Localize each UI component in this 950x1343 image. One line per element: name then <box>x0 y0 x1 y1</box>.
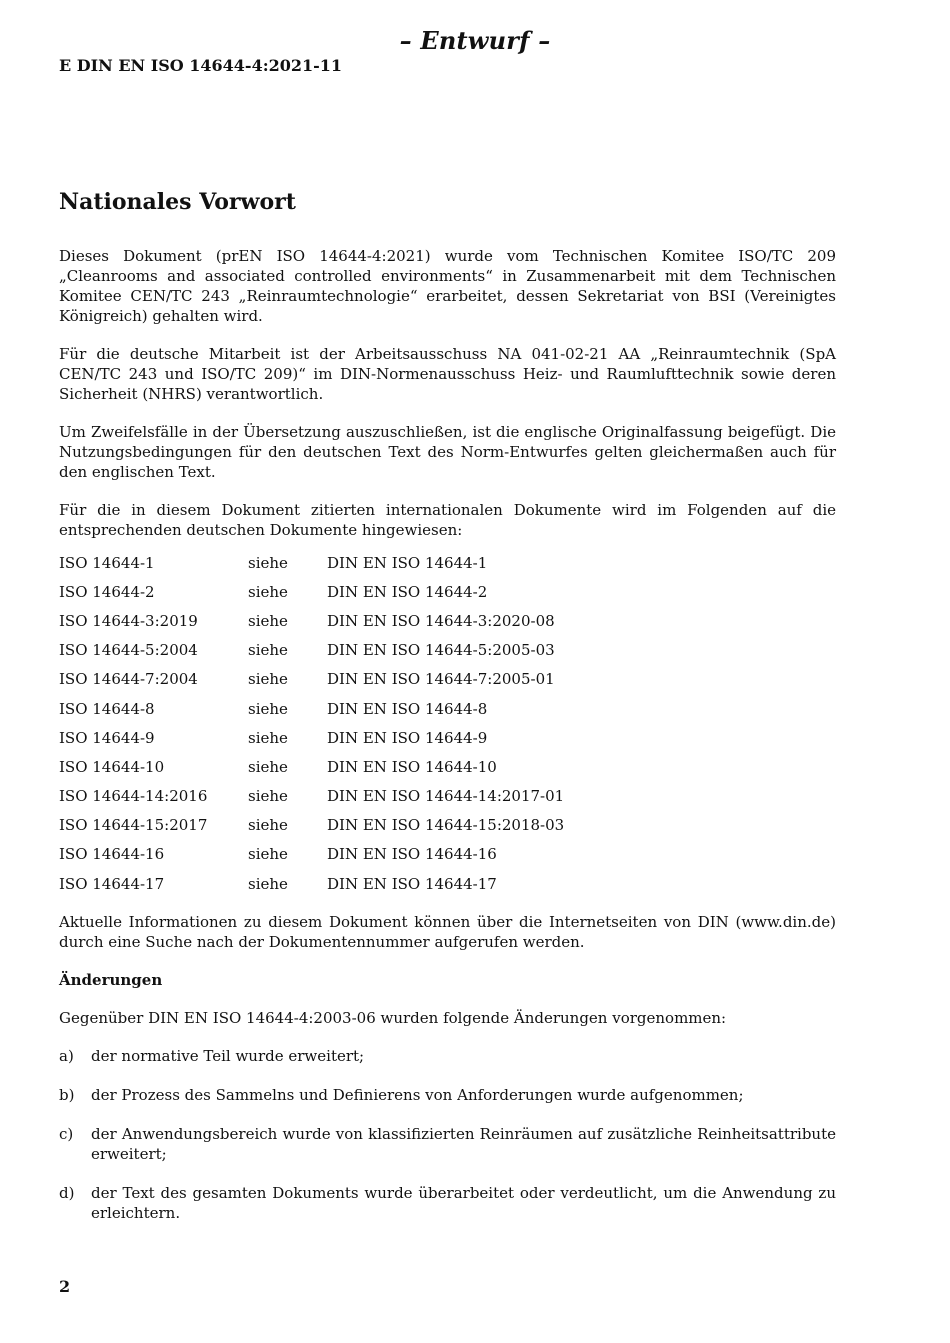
list-marker: d) <box>59 1184 75 1203</box>
din-reference: DIN EN ISO 14644-15:2018-03 <box>327 816 565 835</box>
iso-reference: ISO 14644-5:2004 <box>59 641 198 660</box>
din-reference: DIN EN ISO 14644-8 <box>327 699 488 718</box>
reference-relation: siehe <box>248 845 288 864</box>
table-row <box>59 723 564 752</box>
list-item <box>59 1085 836 1105</box>
reference-relation: siehe <box>248 699 288 718</box>
list-marker: c) <box>59 1125 74 1144</box>
table-row <box>59 665 564 694</box>
list-item-text: der normative Teil wurde erweitert; <box>91 1047 365 1066</box>
iso-reference: ISO 14644-10 <box>59 757 165 776</box>
din-reference: DIN EN ISO 14644-3:2020-08 <box>327 611 555 630</box>
din-reference: DIN EN ISO 14644-9 <box>327 728 488 747</box>
list-marker: a) <box>59 1047 74 1066</box>
reference-relation: siehe <box>248 611 288 630</box>
draft-watermark-label: – Entwurf – <box>399 26 551 55</box>
iso-reference: ISO 14644-16 <box>59 845 165 864</box>
paragraph-committee: Dieses Dokument (prEN ISO 14644-4:2021) wurde vom Technischen Komitee ISO/TC 209 „Cleanrooms and associated controlled environments“ in Zusammenarbeit mit dem Technischen Komitee CEN/TC 243 „Reinraumtechnologie“ erarbeitet, dessen Sekretariat von BSI (Vereinigtes Königreich) gehalten wird. <box>59 247 836 325</box>
table-row <box>59 782 564 811</box>
reference-relation: siehe <box>248 787 288 806</box>
din-reference: DIN EN ISO 14644-2 <box>327 582 488 601</box>
iso-reference: ISO 14644-1 <box>59 553 155 572</box>
reference-relation: siehe <box>248 553 288 572</box>
iso-reference: ISO 14644-17 <box>59 874 165 893</box>
paragraph-current-info: Aktuelle Informationen zu diesem Dokument können über die Internetseiten von DIN (www.din.de) durch eine Suche nach der Dokumentennummer aufgerufen werden. <box>59 913 836 952</box>
reference-relation: siehe <box>248 670 288 689</box>
list-marker: b) <box>59 1086 75 1105</box>
iso-reference: ISO 14644-3:2019 <box>59 611 198 630</box>
national-foreword-section <box>59 188 836 1242</box>
list-item-text: der Prozess des Sammelns und Definierens von Anforderungen wurde aufgenommen; <box>91 1086 744 1105</box>
reference-relation: siehe <box>248 816 288 835</box>
changes-heading: Änderungen <box>59 971 163 990</box>
reference-relation: siehe <box>248 728 288 747</box>
reference-relation: siehe <box>248 874 288 893</box>
paragraph-translation: Um Zweifelsfälle in der Übersetzung auszuschließen, ist die englische Originalfassung beigefügt. Die Nutzungsbedingungen für den deutschen Text des Norm-Entwurfes gelten gleichermaßen auch für den englischen Text. <box>59 423 836 481</box>
iso-reference: ISO 14644-8 <box>59 699 155 718</box>
list-item-text: der Text des gesamten Dokuments wurde überarbeitet oder verdeutlicht, um die Anwendung zu erleichtern. <box>91 1184 836 1223</box>
din-reference: DIN EN ISO 14644-5:2005-03 <box>327 641 555 660</box>
page-number: 2 <box>59 1277 71 1296</box>
table-row <box>59 752 564 781</box>
reference-relation: siehe <box>248 582 288 601</box>
section-title: Nationales Vorwort <box>59 189 296 215</box>
iso-reference: ISO 14644-14:2016 <box>59 787 208 806</box>
changes-list <box>59 1046 836 1223</box>
iso-reference: ISO 14644-15:2017 <box>59 816 208 835</box>
din-reference: DIN EN ISO 14644-17 <box>327 874 497 893</box>
din-reference: DIN EN ISO 14644-1 <box>327 553 488 572</box>
paragraph-references-intro: Für die in diesem Dokument zitierten internationalen Dokumente wird im Folgenden auf die entsprechenden deutschen Dokumente hingewiesen: <box>59 501 836 539</box>
iso-reference: ISO 14644-2 <box>59 582 155 601</box>
table-row <box>59 636 564 665</box>
table-row <box>59 840 564 869</box>
din-reference: DIN EN ISO 14644-7:2005-01 <box>327 670 555 689</box>
din-reference: DIN EN ISO 14644-16 <box>327 845 497 864</box>
reference-table <box>59 548 564 898</box>
changes-intro: Gegenüber DIN EN ISO 14644-4:2003-06 wurden folgende Änderungen vorgenommen: <box>59 1009 727 1028</box>
list-item <box>59 1046 836 1066</box>
list-item-text: der Anwendungsbereich wurde von klassifizierten Reinräumen auf zusätzliche Reinheitsattribute erweitert; <box>91 1125 836 1164</box>
table-row <box>59 548 564 577</box>
table-row <box>59 694 564 723</box>
iso-reference: ISO 14644-7:2004 <box>59 670 198 689</box>
document-id: E DIN EN ISO 14644-4:2021-11 <box>59 56 343 75</box>
reference-relation: siehe <box>248 641 288 660</box>
iso-reference: ISO 14644-9 <box>59 728 155 747</box>
table-row <box>59 869 564 898</box>
reference-relation: siehe <box>248 757 288 776</box>
list-item <box>59 1183 836 1223</box>
table-row <box>59 811 564 840</box>
din-reference: DIN EN ISO 14644-10 <box>327 757 497 776</box>
list-item <box>59 1124 836 1164</box>
din-reference: DIN EN ISO 14644-14:2017-01 <box>327 787 565 806</box>
table-row <box>59 577 564 606</box>
table-row <box>59 606 564 635</box>
paragraph-german-participation: Für die deutsche Mitarbeit ist der Arbeitsausschuss NA 041-02-21 AA „Reinraumtechnik (SpA CEN/TC 243 und ISO/TC 209)“ im DIN-Normenausschuss Heiz- und Raumlufttechnik sowie deren Sicherheit (NHRS) verantwortlich. <box>59 345 836 403</box>
